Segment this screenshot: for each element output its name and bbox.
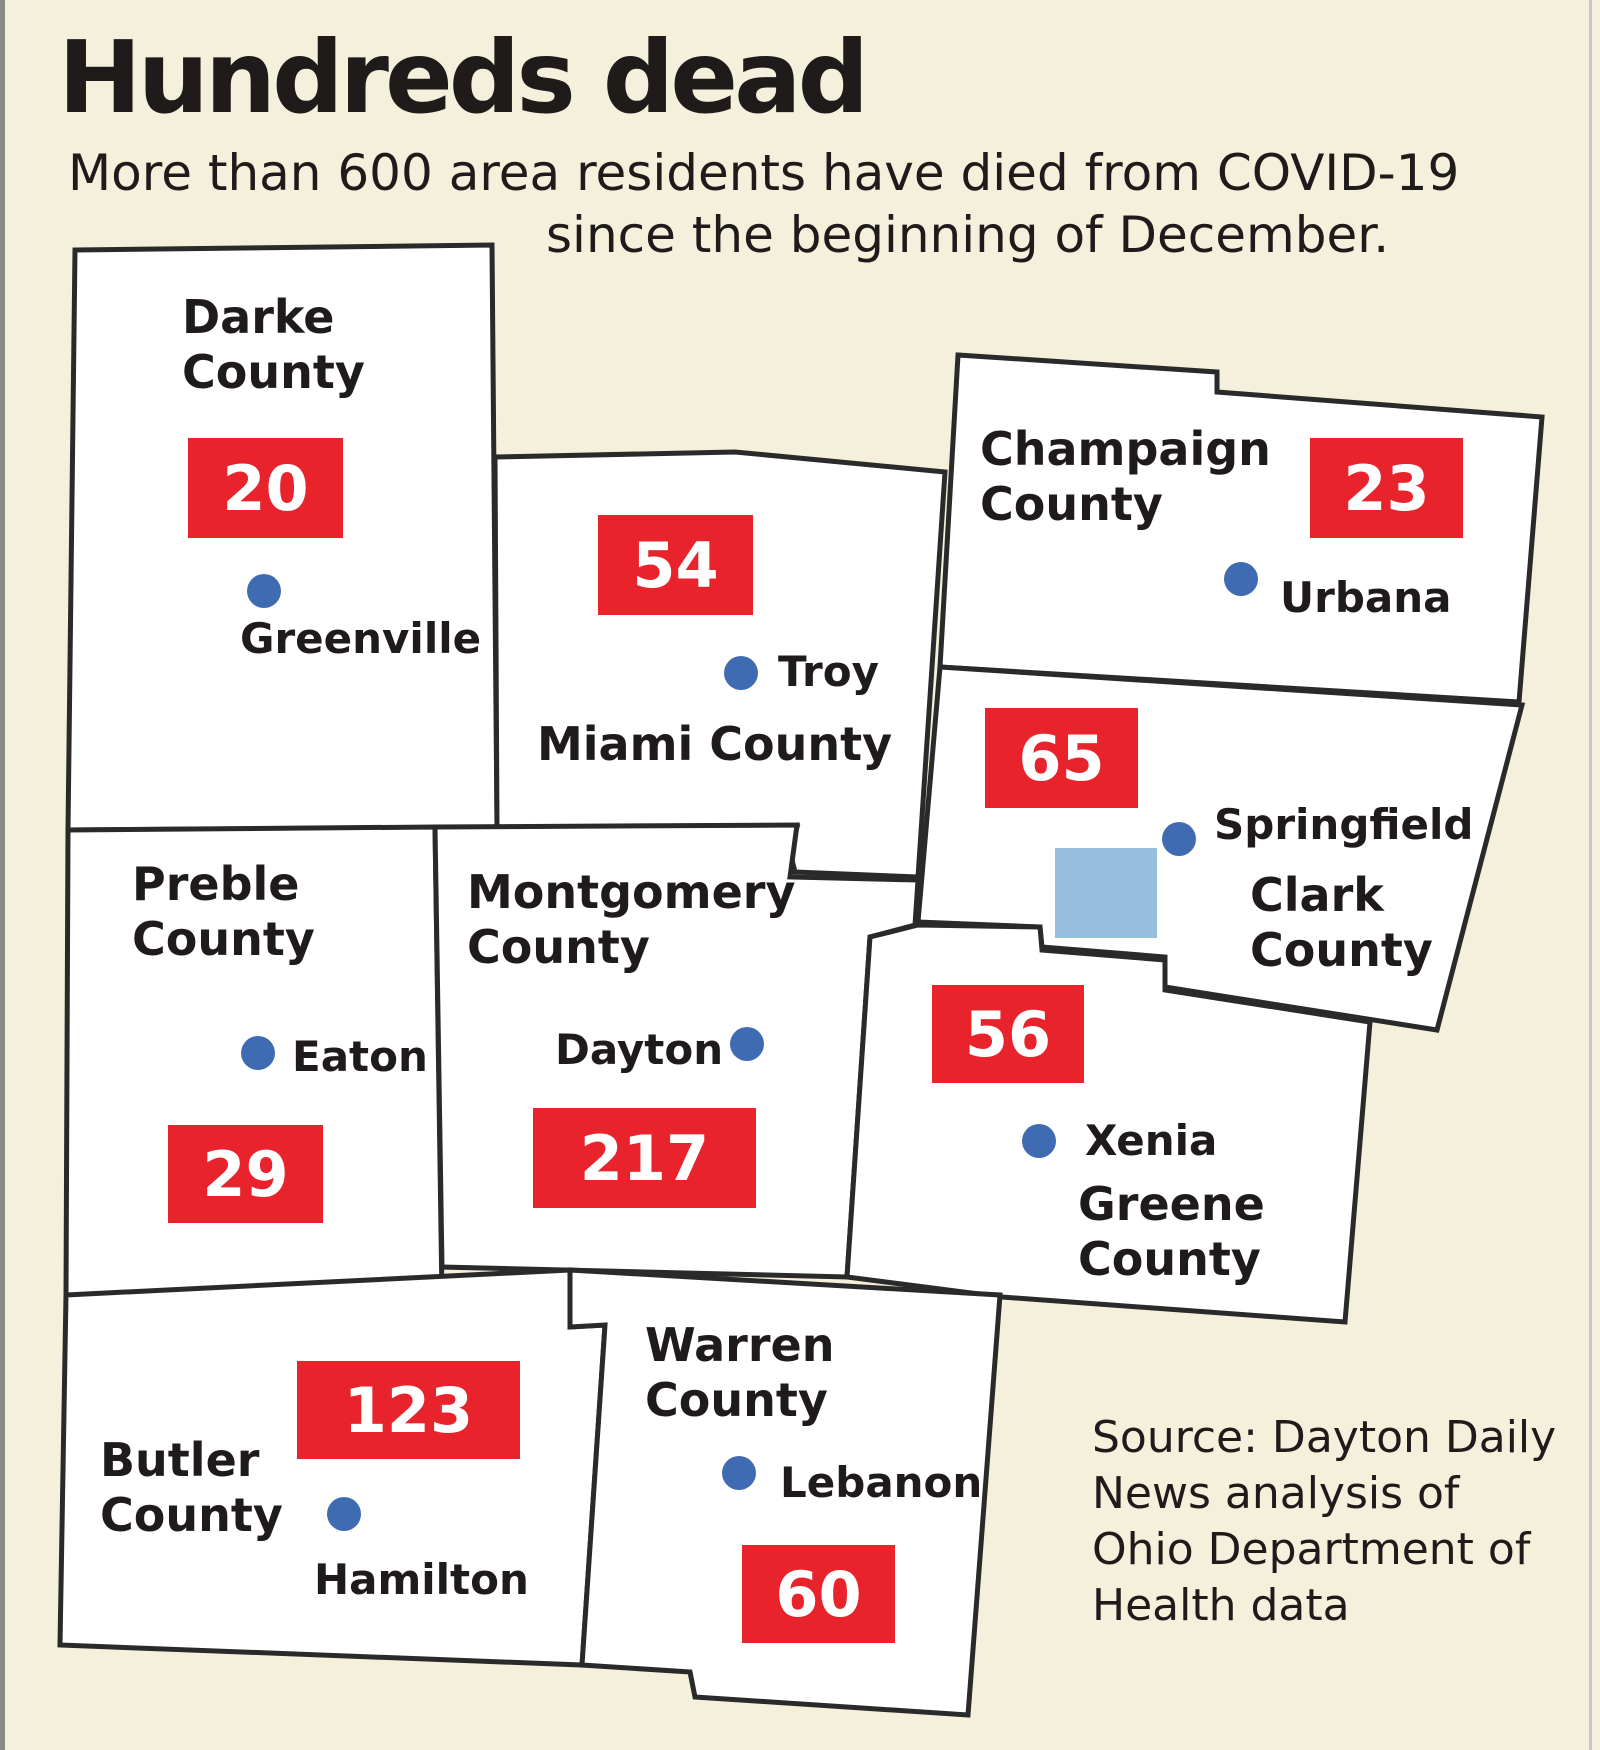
death-count-badge-darke: 20 [188, 438, 343, 538]
county-name: County [1250, 923, 1433, 977]
city-label-lebanon: Lebanon [780, 1458, 983, 1507]
death-count-badge-montgomery: 217 [533, 1108, 756, 1208]
county-name: County [980, 477, 1163, 531]
county-label-miami: Miami County [537, 717, 893, 771]
county-name: Champaign [980, 422, 1271, 476]
city-dot-lebanon [722, 1456, 756, 1490]
county-name: County [1078, 1232, 1261, 1286]
city-label-dayton: Dayton [555, 1025, 724, 1074]
county-name: Warren [645, 1318, 835, 1372]
county-name: Clark [1250, 868, 1384, 922]
county-name: Darke [182, 290, 335, 344]
death-count-badge-preble: 29 [168, 1125, 323, 1223]
city-label-urbana: Urbana [1280, 573, 1452, 622]
county-name: County [132, 912, 315, 966]
county-name: Montgomery [467, 865, 796, 919]
county-name: County [182, 345, 365, 399]
death-count-badge-warren: 60 [742, 1545, 895, 1643]
city-label-xenia: Xenia [1085, 1116, 1218, 1165]
death-count-badge-greene: 56 [932, 985, 1084, 1083]
city-dot-xenia [1022, 1124, 1056, 1158]
death-count-badge-miami: 54 [598, 515, 753, 615]
city-dot-springfield [1162, 822, 1196, 856]
county-name: County [645, 1373, 828, 1427]
city-dot-hamilton [327, 1497, 361, 1531]
city-dot-eaton [241, 1036, 275, 1070]
county-label-darke [182, 290, 365, 400]
city-dot-greenville [247, 574, 281, 608]
county-name: Preble [132, 857, 300, 911]
death-count-badge-butler: 123 [297, 1361, 520, 1459]
county-label-preble [132, 857, 315, 967]
city-label-springfield: Springfield [1214, 800, 1474, 849]
city-label-hamilton: Hamilton [314, 1555, 529, 1604]
county-label-clark [1250, 868, 1433, 978]
city-area-marker [1055, 848, 1157, 938]
county-label-champaign [980, 422, 1271, 532]
city-dot-troy [724, 656, 758, 690]
city-label-eaton: Eaton [292, 1032, 428, 1081]
county-name: County [467, 920, 650, 974]
title: Hundreds dead [58, 19, 866, 136]
county-label-montgomery [467, 865, 795, 975]
county-label-greene [1078, 1177, 1265, 1287]
death-count-badge-clark: 65 [985, 708, 1138, 808]
subtitle-line-2: since the beginning of December. [546, 206, 1390, 264]
city-dot-urbana [1224, 562, 1258, 596]
city-label-greenville: Greenville [240, 614, 482, 663]
county-name: County [100, 1488, 283, 1542]
city-dot-dayton [730, 1027, 764, 1061]
subtitle-line-1: More than 600 area residents have died from COVID-19 [68, 144, 1460, 202]
county-label-warren [645, 1318, 834, 1428]
source-note: Source: Dayton Daily News analysis of Ohio Department of Health data [1092, 1412, 1557, 1631]
county-name: Greene [1078, 1177, 1265, 1231]
county-label-butler [100, 1433, 283, 1543]
death-count-badge-champaign: 23 [1310, 438, 1463, 538]
county-name: Butler [100, 1433, 260, 1487]
city-label-troy: Troy [778, 647, 879, 696]
